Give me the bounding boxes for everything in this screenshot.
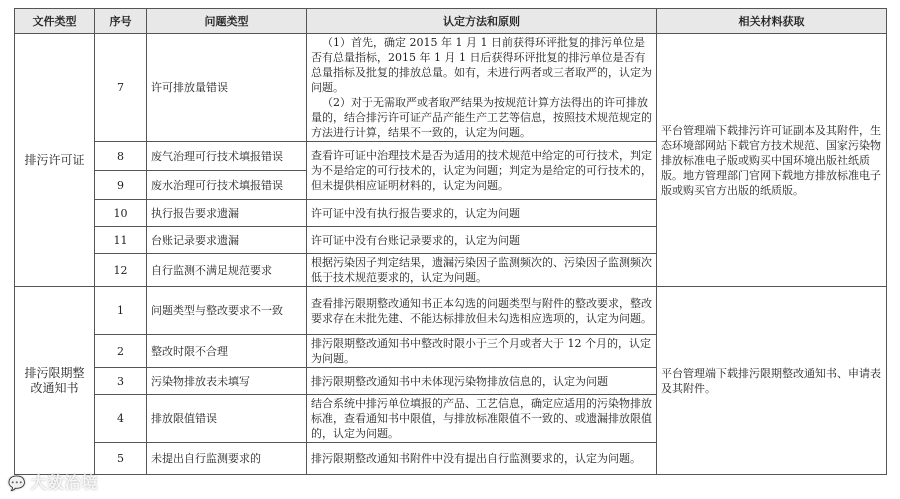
- problem-type: 污染物排放表未填写: [147, 368, 307, 395]
- method-cell: [307, 34, 657, 142]
- problem-type: 问题类型与整改要求不一致: [147, 287, 307, 335]
- method-paragraph: （1）首先，确定 2015 年 1 月 1 日前获得环评批复的排污单位是否有总量指标，2015 年 1 月 1 日后获得环评批复的排污单位是否有总量指标及批复的排放总量。如有，未进行两者或三者取严的，认定为问题。: [311, 36, 652, 94]
- problem-type: 自行监测不满足规范要求: [147, 254, 307, 287]
- watermark: [8, 470, 98, 493]
- method-paragraph: （2）对于无需取严或者取严结果为按规范计算方法得出的许可排放量的，结合排污许可证产品产能生产工艺等信息，按照技术规范规定的方法进行计算，结果不一致的，认定为问题。: [311, 96, 652, 139]
- row-number: 5: [95, 443, 147, 475]
- method-cell: 许可证中没有台账记录要求的，认定为问题: [307, 227, 657, 254]
- header-seq: 序号: [95, 9, 147, 34]
- problem-type: 许可排放量错误: [147, 34, 307, 142]
- speech-bubble-icon: 💬: [8, 476, 27, 492]
- header-material: 相关材料获取: [657, 9, 887, 34]
- method-cell: 排污限期整改通知书附件中没有提出自行监测要求的，认定为问题。: [307, 443, 657, 475]
- problem-type: 排放限值错误: [147, 395, 307, 443]
- watermark-text: 大数治境: [30, 473, 99, 492]
- row-number: 10: [95, 200, 147, 227]
- row-number: 1: [95, 287, 147, 335]
- row-number: 2: [95, 335, 147, 368]
- row-number: 7: [95, 34, 147, 142]
- method-cell: 查看排污限期整改通知书正本勾选的问题类型与附件的整改要求，整改要求存在未批先建、不能达标排放但未勾选相应选项的，认定为问题。: [307, 287, 657, 335]
- table-header-row: [15, 9, 887, 34]
- material-permit: 平台管理端下载排污许可证副本及其附件，生态环境部网站下载官方技术规范、国家污染物排放标准电子版或购买中国环境出版社纸质版。地方管理部门官网下载地方排放标准电子版或购买官方出版的纸质版。: [657, 34, 887, 287]
- row-number: 3: [95, 368, 147, 395]
- header-file-type: 文件类型: [15, 9, 95, 34]
- group-type-rectification: 排污限期整改通知书: [15, 287, 95, 475]
- group-type-permit: 排污许可证: [15, 34, 95, 287]
- row-number: 4: [95, 395, 147, 443]
- method-cell: 结合系统中排污单位填报的产品、工艺信息，确定应适用的污染物排放标准，查看通知书中限值，与排放标准限值不一致的、或遗漏排放限值的，认定为问题。: [307, 395, 657, 443]
- row-number: 11: [95, 227, 147, 254]
- review-criteria-table: [14, 8, 887, 475]
- problem-type: 整改时限不合理: [147, 335, 307, 368]
- table-row: [15, 34, 887, 142]
- material-rectification: 平台管理端下载排污限期整改通知书、申请表及其附件。: [657, 287, 887, 475]
- header-method: 认定方法和原则: [307, 9, 657, 34]
- method-cell: 查看许可证中治理技术是否为适用的技术规范中给定的可行技术，判定为不是给定的可行技术的，认定为问题；判定为是给定的可行技术的，但未提供相应证明材料的，认定为问题。: [307, 142, 657, 200]
- problem-type: 执行报告要求遗漏: [147, 200, 307, 227]
- header-problem: 问题类型: [147, 9, 307, 34]
- problem-type: 废水治理可行技术填报错误: [147, 171, 307, 200]
- row-number: 9: [95, 171, 147, 200]
- method-cell: 排污限期整改通知书中整改时限小于三个月或者大于 12 个月的，认定为问题。: [307, 335, 657, 368]
- problem-type: 台账记录要求遗漏: [147, 227, 307, 254]
- row-number: 8: [95, 142, 147, 171]
- problem-type: 废气治理可行技术填报错误: [147, 142, 307, 171]
- problem-type: 未提出自行监测要求的: [147, 443, 307, 475]
- method-cell: 许可证中没有执行报告要求的，认定为问题: [307, 200, 657, 227]
- method-cell: 根据污染因子判定结果，遗漏污染因子监测频次的、污染因子监测频次低于技术规范要求的，认定为问题。: [307, 254, 657, 287]
- method-cell: 排污限期整改通知书中未体现污染物排放信息的，认定为问题: [307, 368, 657, 395]
- row-number: 12: [95, 254, 147, 287]
- table-row: [15, 287, 887, 335]
